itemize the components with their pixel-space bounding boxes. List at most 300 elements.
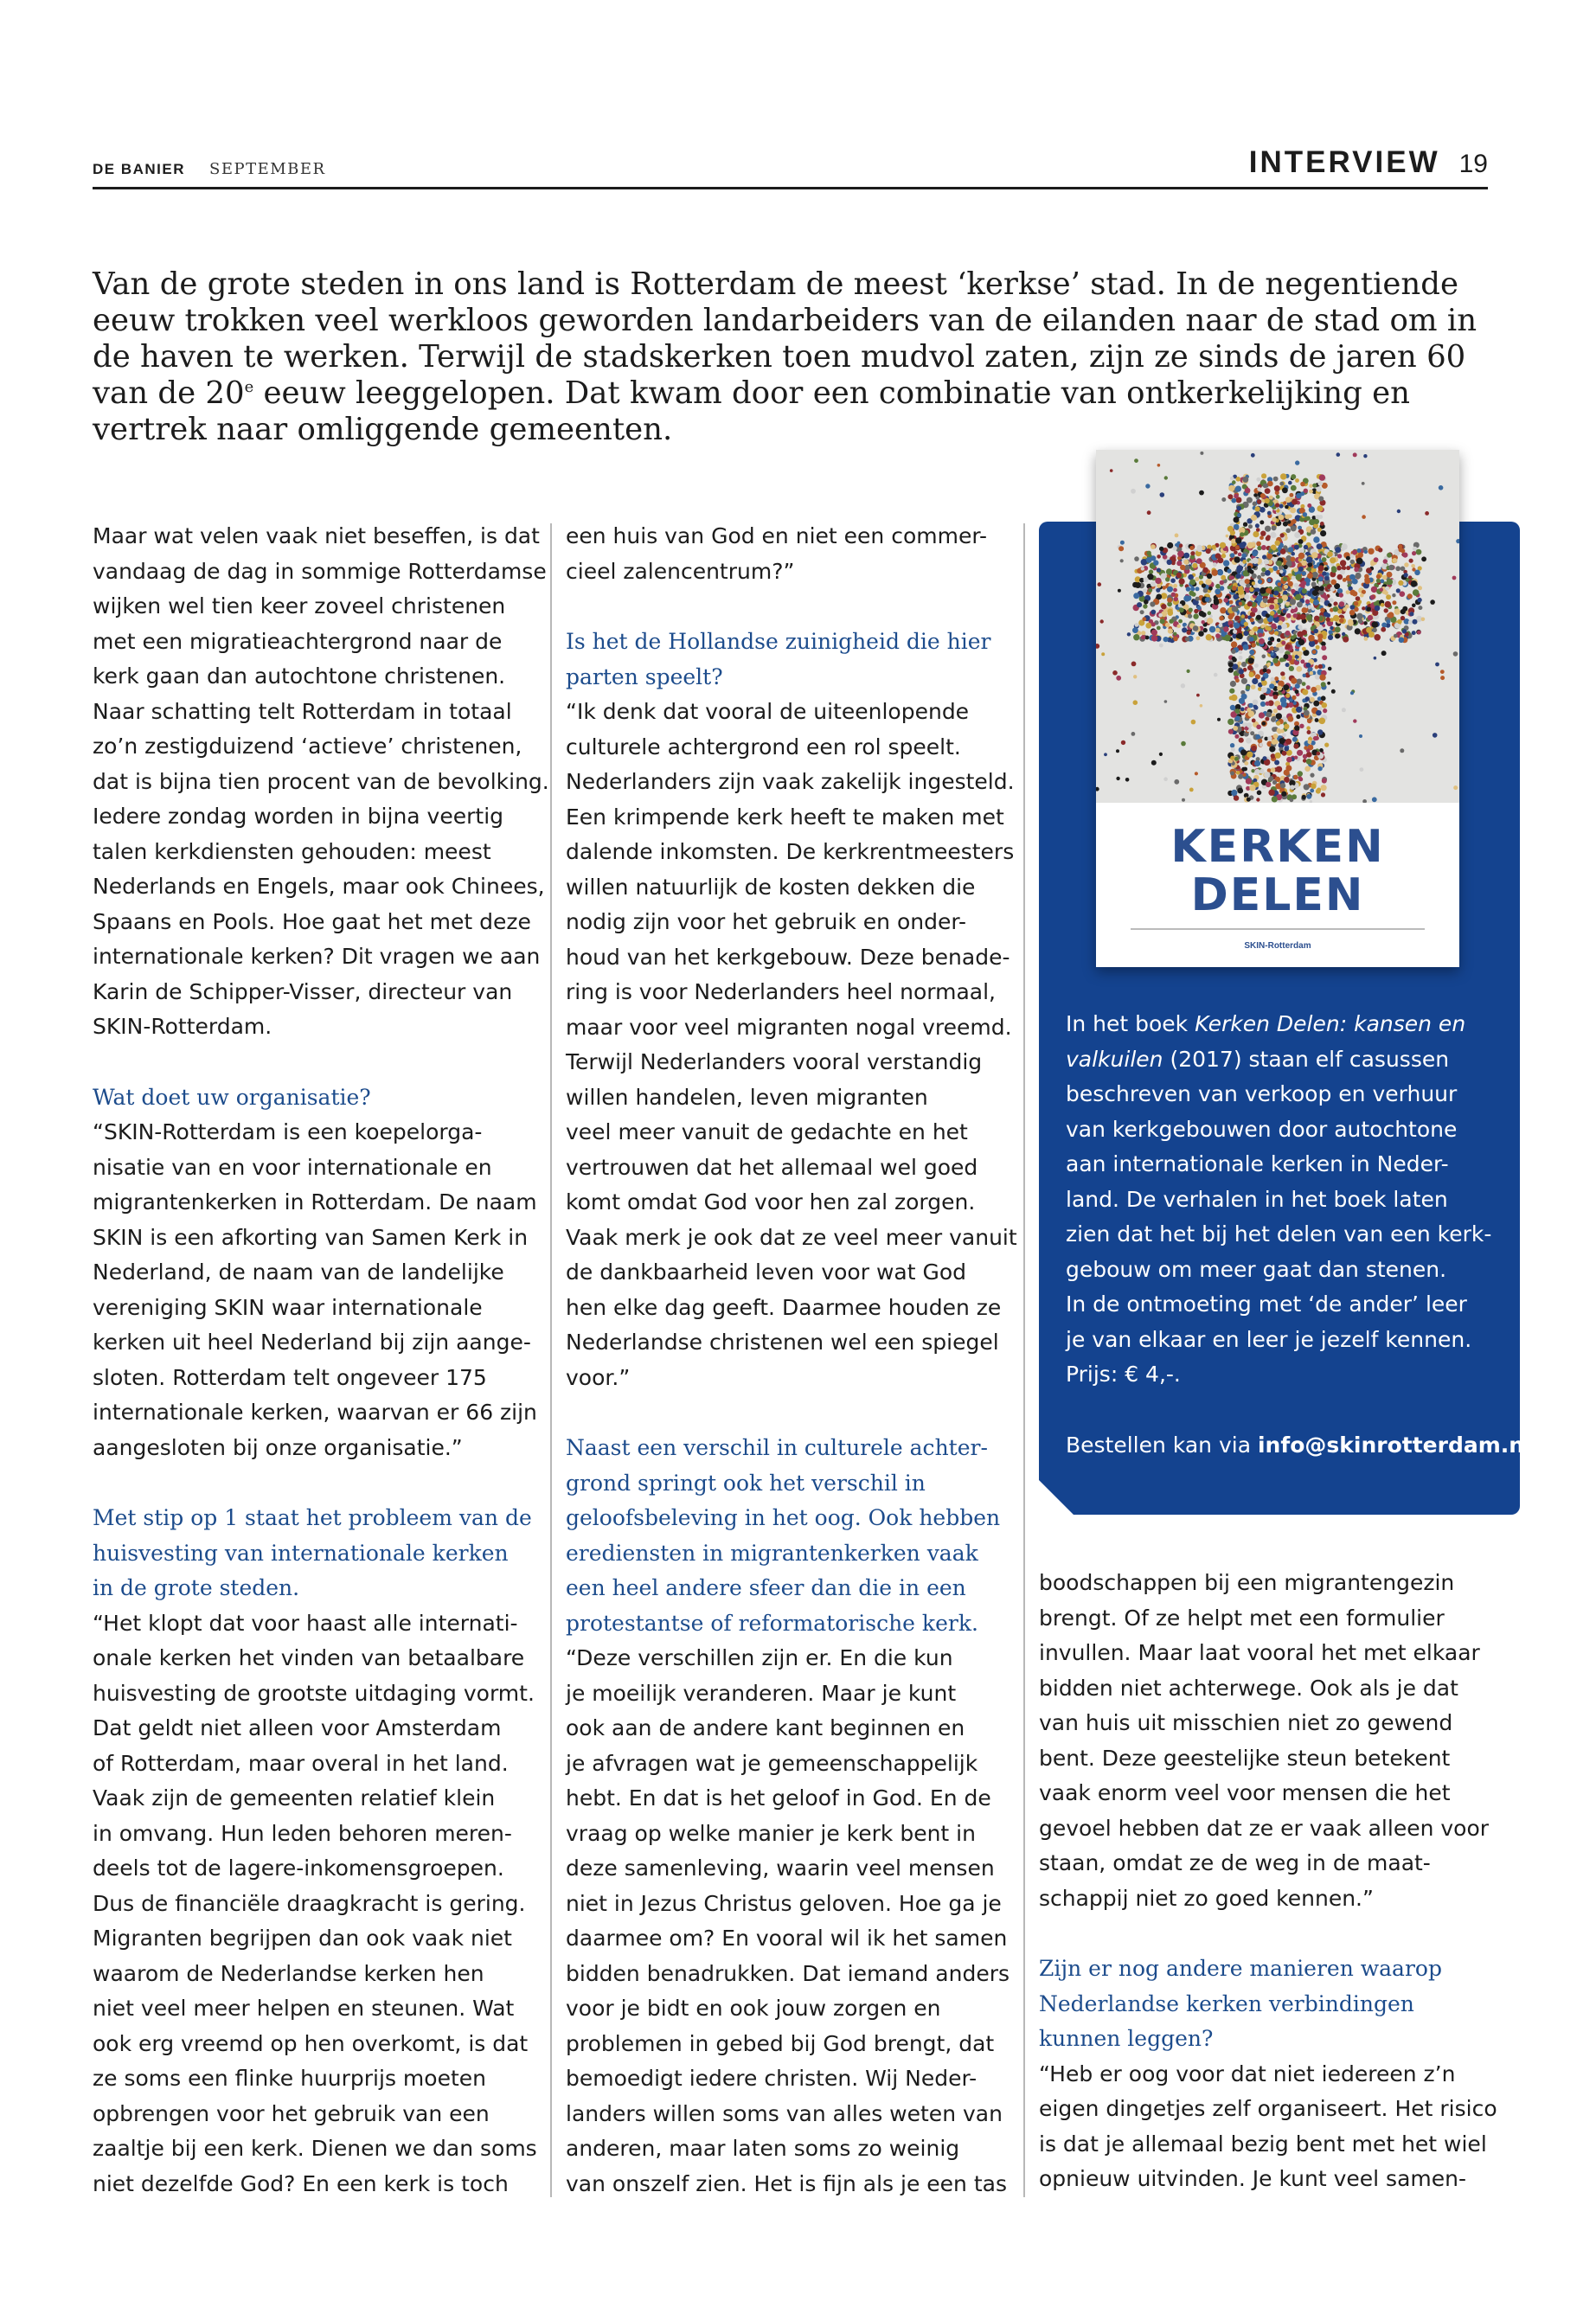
crowd-person [1322,571,1326,575]
crowd-person [1311,552,1317,558]
crowd-person [1363,454,1367,458]
article-text-line: Nederlands en Engels, maar ook Chinees, [93,874,545,899]
crowd-person [1257,575,1261,580]
article-text-line: maar voor veel migranten nogal vreemd. [566,1014,1012,1040]
article-text-line: vaak enorm veel voor mensen die het [1039,1780,1451,1805]
crowd-person [1337,588,1343,593]
paragraph-spacer [93,1465,542,1501]
crowd-person [1306,663,1311,668]
crowd-person [1228,729,1234,734]
crowd-person [1291,525,1297,531]
crowd-person [1227,719,1234,725]
crowd-person [1223,626,1229,632]
crowd-person [1353,719,1356,722]
crowd-person [1131,732,1136,736]
article-text-line: “Ik denk dat vooral de uiteenlopende [566,699,970,724]
crowd-person [1252,719,1256,723]
crowd-person [1408,575,1412,579]
crowd-person [1298,539,1304,544]
crowd-person [1264,772,1270,778]
article-text-line: veel meer vanuit de gedachte en het [566,1119,968,1144]
crowd-person [1156,588,1160,593]
book-title-italic: valkuilen [1066,1046,1163,1072]
interview-question-line: Naast een verschil in culturele achter- [566,1435,988,1460]
crowd-person [1279,657,1284,662]
crowd-person [1330,586,1336,592]
crowd-person [1330,557,1336,563]
crowd-person [1259,712,1265,718]
crowd-person [1350,560,1355,564]
crowd-person [1277,686,1282,691]
crowd-person [1336,452,1341,457]
crowd-person [1131,662,1137,667]
crowd-person [1266,613,1270,618]
crowd-person [1342,632,1345,636]
crowd-person [1159,547,1163,551]
interview-question-line: protestantse of reformatorische kerk. [566,1610,978,1636]
crowd-person [1330,598,1334,602]
crowd-person [1200,452,1203,455]
crowd-person [1165,623,1170,628]
book-title-line-2: DELEN [1190,869,1365,921]
crowd-person [1337,609,1342,613]
crowd-person [1196,558,1202,564]
crowd-person [1233,630,1237,634]
crowd-person [1256,528,1260,532]
crowd-person [1439,485,1444,490]
crowd-person [1258,580,1262,584]
crowd-person [1303,674,1306,677]
article-text-line: Karin de Schipper-Visser, directeur van [93,978,513,1004]
crowd-person [1189,608,1193,612]
crowd-person [1171,593,1176,597]
crowd-person [1098,582,1102,586]
article-text-line: Vaak zijn de gemeenten relatief klein [93,1785,496,1811]
crowd-person [1313,701,1319,707]
crowd-person [1149,569,1153,574]
crowd-person [1239,602,1242,606]
crowd-person [1118,546,1124,551]
crowd-person [1453,651,1458,657]
crowd-person [1452,576,1457,580]
crowd-person [1374,557,1379,562]
crowd-person [1271,767,1276,772]
crowd-person [1295,478,1299,483]
crowd-person [1350,691,1354,695]
crowd-person [1270,532,1276,538]
crowd-person [1182,798,1185,802]
crowd-person [1215,633,1221,638]
article-text-line: landers willen soms van alles weten van [566,2100,1003,2126]
crowd-person [1147,510,1151,515]
crowd-person [1240,532,1244,536]
crowd-person [1236,574,1241,579]
crowd-person [1298,771,1303,776]
crowd-person [1166,568,1172,574]
crowd-person [1314,519,1319,524]
crowd-person [1151,622,1156,626]
crowd-person [1310,789,1314,793]
crowd-person [1230,477,1234,481]
header-right [1249,145,1488,180]
paragraph-spacer [566,1395,1016,1431]
crowd-person [1307,503,1311,508]
crowd-person [1247,566,1252,570]
crowd-person [1187,631,1191,635]
crowd-person [1312,625,1316,628]
crowd-person [1308,609,1312,613]
crowd-person [1294,545,1299,550]
crowd-person [1307,573,1313,579]
crowd-person [1270,611,1274,615]
crowd-person [1360,767,1364,772]
crowd-person [1374,601,1378,606]
crowd-person [1251,453,1255,458]
crowd-person [1232,606,1238,612]
crowd-person [1164,700,1168,703]
crowd-person [1307,567,1311,571]
crowd-person [1104,753,1107,756]
article-text-line: opnieuw uitvinden. Je kunt veel samen- [1039,2166,1466,2191]
crowd-person [1197,545,1202,550]
crowd-person [1356,613,1363,620]
crowd-person [1284,770,1290,776]
crowd-person [1285,739,1292,745]
article-text-line: bent. Deze geestelijke steun betekent [1039,1745,1451,1771]
crowd-person [1213,562,1217,567]
crowd-person [1300,491,1304,496]
crowd-person [1200,704,1203,708]
crowd-person [1207,618,1213,624]
spacer [1066,1393,1498,1428]
crowd-person [1246,738,1252,744]
crowd-person [1356,558,1363,565]
crowd-person [1288,702,1293,708]
crowd-person [1179,607,1184,612]
crowd-person [1388,612,1394,618]
crowd-person [1158,613,1163,618]
crowd-person [1120,559,1124,562]
crowd-person [1140,610,1144,614]
order-email-link[interactable]: info@skinrotterdam.nl [1257,1432,1532,1458]
crowd-person [1259,535,1264,540]
article-text-line: invullen. Maar laat vooral het met elkaar [1039,1640,1480,1665]
crowd-person [1304,746,1308,750]
crowd-person [1306,556,1313,563]
crowd-person [1283,501,1286,504]
crowd-person [1160,492,1165,497]
crowd-person [1222,623,1227,627]
crowd-person [1318,707,1323,711]
crowd-person [1297,750,1303,756]
interview-question-line: Nederlandse kerken verbindingen [1039,1990,1414,2016]
book-desc-line: land. De verhalen in het boek laten [1066,1186,1448,1212]
crowd-person [1237,506,1242,511]
crowd-person [1305,599,1310,604]
crowd-person [1237,633,1243,639]
crowd-person [1291,474,1296,479]
crowd-person [1339,619,1344,624]
crowd-person [1206,634,1212,640]
article-text-line: Migranten begrijpen dan ook vaak niet [93,1926,512,1951]
article-text-line: houd van het kerkgebouw. Deze benade- [566,944,1010,970]
crowd-person [1229,695,1234,700]
crowd-person [1145,484,1150,488]
crowd-person [1350,605,1356,610]
crowd-person [1269,746,1275,752]
crowd-person [1231,650,1235,654]
crowd-person [1217,718,1221,721]
article-text-line: Spaans en Pools. Hoe gaat het met deze [93,908,531,934]
crowd-person [1214,673,1218,677]
crowd-person [1145,636,1150,640]
crowd-person [1272,727,1277,732]
crowd-person [1259,633,1263,638]
crowd-person [1229,689,1234,694]
crowd-person [1309,484,1312,488]
crowd-person [1394,608,1401,614]
crowd-person [1148,588,1152,593]
crowd-person [1417,598,1421,602]
article-text-line: hen elke dag geeft. Daarmee houden ze [566,1294,1002,1320]
crowd-person [1266,535,1271,539]
crowd-person [1261,687,1267,693]
crowd-person [1272,525,1277,530]
article-text-line: dat is bijna tien procent van de bevolking. [93,768,549,794]
article-text-line: is dat je allemaal bezig bent met het wiel [1039,2131,1487,2157]
crowd-person [1280,729,1285,734]
crowd-person [1229,600,1234,605]
crowd-person [1272,739,1278,745]
crowd-person [1381,651,1387,656]
crowd-person [1384,608,1388,612]
crowd-person [1247,798,1251,802]
crowd-person [1392,600,1396,605]
article-text-line: niet in Jezus Christus geloven. Hoe ga je [566,1890,1002,1916]
crowd-person [1221,575,1226,580]
crowd-person [1251,684,1256,689]
crowd-person [1306,759,1312,765]
interview-question-line: Met stip op 1 staat het probleem van de [93,1505,532,1530]
crowd-person [1263,668,1267,672]
crowd-person [1306,794,1311,799]
crowd-person [1270,637,1274,641]
paragraph-spacer [566,589,1016,625]
crowd-person [1326,613,1330,618]
crowd-person [1270,646,1274,651]
crowd-person [1288,547,1294,553]
article-text-line: ring is voor Nederlanders heel normaal, [566,979,996,1004]
book-desc-line: beschreven van verkoop en verhuur [1066,1081,1458,1106]
article-text-line: waarom de Nederlandse kerken hen [93,1960,484,1986]
crowd-person [1274,485,1280,491]
crowd-person [1221,554,1226,558]
crowd-person [1320,598,1325,603]
crowd-person [1276,495,1280,499]
article-text-line: nodig zijn voor het gebruik en onder- [566,909,967,934]
crowd-person [1133,634,1139,640]
crowd-person [1276,561,1282,567]
crowd-person [1236,477,1241,482]
crowd-person [1167,586,1173,593]
crowd-person [1278,547,1282,551]
crowd-person [1276,721,1280,725]
crowd-person [1381,627,1386,632]
article-text-line: gevoel hebben dat ze er vaak alleen voor [1039,1815,1490,1841]
crowd-person [1234,757,1239,761]
crowd-person [1336,566,1342,571]
crowd-person [1349,610,1356,616]
article-text-line: deels tot de lagere-inkomensgroepen. [93,1856,504,1881]
crowd-person [1346,556,1350,561]
crowd-person [1161,604,1166,609]
crowd-person [1362,606,1365,610]
crowd-person [1238,588,1244,594]
crowd-person [1283,522,1288,527]
crowd-person [1245,488,1251,494]
crowd-person [1157,554,1161,559]
crowd-person [1372,628,1377,633]
interview-question-line: huisvesting van internationale kerken [93,1540,509,1566]
crowd-person [1292,576,1295,580]
crowd-person [1317,634,1323,639]
crowd-person [1251,769,1254,772]
crowd-person [1253,706,1258,710]
crowd-person [1116,676,1121,681]
crowd-person [1302,647,1306,651]
crowd-person [1241,554,1247,559]
crowd-person [1202,583,1206,587]
intro-superscript: e [244,378,254,397]
crowd-person [1317,788,1321,792]
crowd-person [1185,637,1189,641]
crowd-person [1265,526,1271,532]
crowd-person [1116,777,1119,780]
crowd-person [1202,620,1205,624]
crowd-person [1262,721,1266,726]
crowd-person [1255,523,1259,528]
crowd-person [1302,689,1308,695]
crowd-person [1273,477,1279,482]
book-desc-line: zien dat het bij het delen van een kerk- [1066,1221,1492,1247]
crowd-person [1293,567,1298,572]
crowd-person [1259,520,1264,524]
crowd-person [1116,749,1119,753]
crowd-person [1319,586,1324,591]
crowd-person [1317,766,1322,771]
crowd-person [1418,606,1422,610]
crowd-person [1196,636,1201,640]
crowd-person [1178,619,1183,624]
crowd-person [1285,529,1291,534]
crowd-person [1308,740,1312,744]
crowd-person [1265,570,1271,576]
crowd-person [1277,610,1281,614]
crowd-person [1234,734,1239,739]
crowd-person [1259,769,1265,774]
crowd-person [1364,577,1369,582]
article-text-line: “SKIN-Rotterdam is een koepelorga- [93,1119,483,1144]
crowd-person [1125,778,1130,782]
crowd-person [1144,577,1149,582]
crowd-person [1141,631,1145,635]
crowd-person [1267,663,1271,666]
crowd-person [1227,586,1232,590]
crowd-person [1262,655,1266,659]
crowd-person [1247,722,1252,727]
crowd-person [1315,665,1319,670]
order-text: Bestellen kan via [1066,1432,1258,1458]
crowd-person [1256,725,1261,730]
crowd-person [1169,619,1173,624]
crowd-person [1243,522,1247,527]
crowd-person [1146,557,1152,563]
article-text-line: “Deze verschillen zijn er. En die kun [566,1645,953,1670]
crowd-person [1297,651,1302,657]
crowd-person [1311,784,1316,789]
crowd-person [1252,574,1257,579]
crowd-person [1418,586,1422,590]
crowd-person [1298,639,1304,645]
crowd-person [1232,480,1236,484]
crowd-person [1323,708,1327,713]
crowd-person [1143,588,1147,593]
article-text-line: of Rotterdam, maar overal in het land. [93,1750,509,1776]
crowd-person [1183,560,1189,565]
crowd-person [1318,576,1324,581]
crowd-person [1412,604,1416,608]
crowd-person [1321,785,1327,791]
crowd-person [1239,651,1243,655]
crowd-person [1316,645,1320,650]
crowd-person [1292,737,1298,742]
article-text-line: zo’n zestigduizend ‘actieve’ christenen, [93,734,522,759]
crowd-person [1231,498,1236,503]
crowd-person [1121,740,1125,745]
book-desc-lines [1066,1077,1498,1393]
crowd-person [1298,777,1303,781]
crowd-person [1300,614,1306,620]
crowd-person [1250,618,1254,622]
article-text-line: zaaltje bij een kerk. Dienen we dan soms [93,2136,537,2161]
crowd-person [1408,620,1413,625]
crowd-person [1134,458,1138,463]
crowd-person [1375,606,1381,612]
crowd-person [1281,676,1285,680]
crowd-person [1252,581,1255,585]
crowd-person [1376,579,1381,583]
crowd-person [1292,695,1296,700]
crowd-person [1409,559,1413,563]
crowd-person [1306,685,1311,689]
interview-question-line: een heel andere sfeer dan die in een [566,1575,966,1600]
crowd-person [1195,586,1200,591]
crowd-person [1280,783,1285,788]
article-text-line: schappij niet zo goed kennen.” [1039,1885,1374,1911]
crowd-person [1368,631,1375,638]
crowd-person [1353,452,1357,457]
crowd-person [1272,566,1278,571]
crowd-person [1386,594,1391,599]
crowd-person [1321,695,1326,701]
crowd-person [1362,482,1365,485]
cross-of-people-illustration [1096,450,1459,803]
crowd-person [1318,664,1323,669]
crowd-person [1230,743,1234,747]
crowd-person [1194,609,1198,613]
intro-paragraph [93,266,1511,448]
crowd-person [1281,623,1287,629]
